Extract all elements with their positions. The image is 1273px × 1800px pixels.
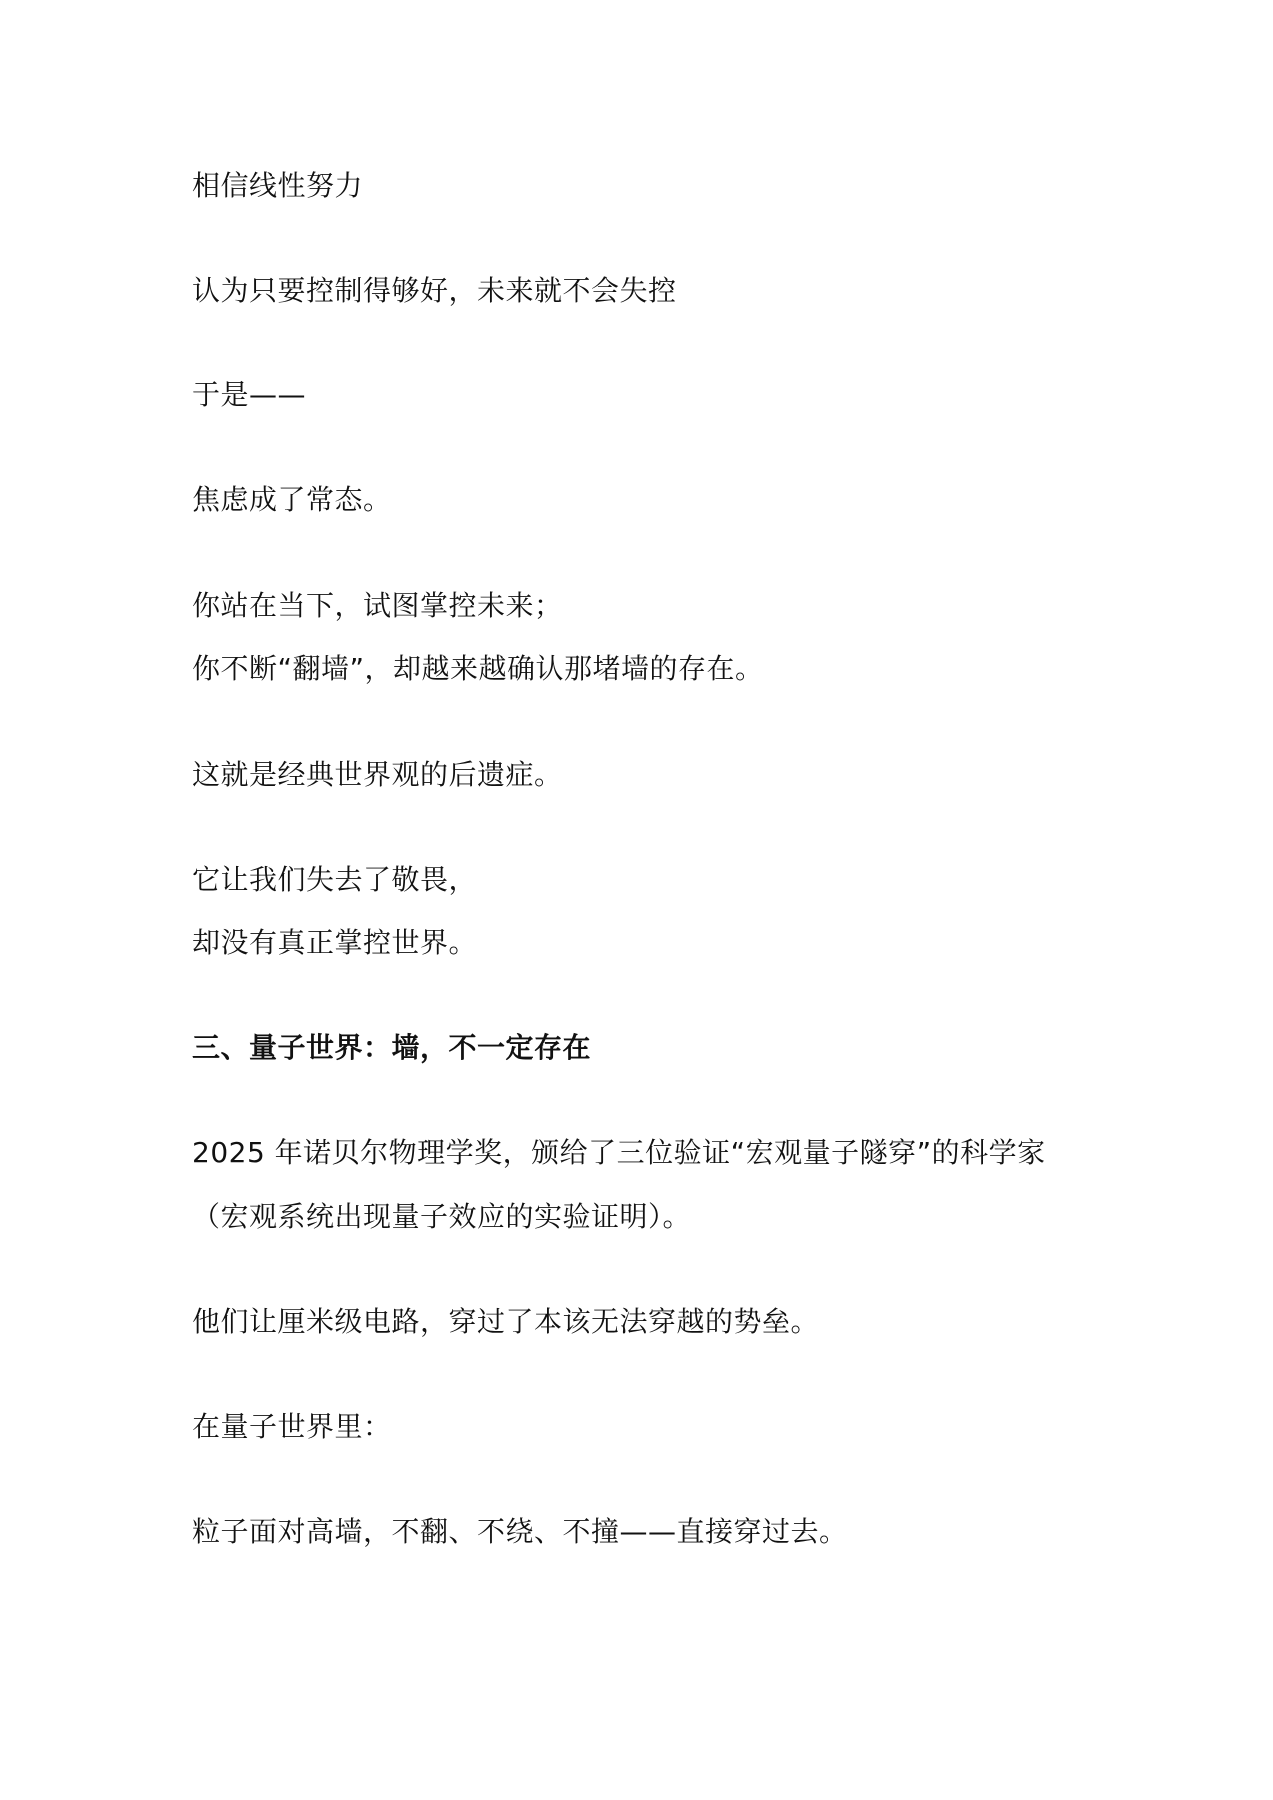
section-heading: 三、量子世界：墙，不一定存在 <box>192 1031 592 1064</box>
paragraph-line: 这就是经典世界观的后遗症。 <box>192 758 563 791</box>
paragraph-line: 认为只要控制得够好，未来就不会失控 <box>192 274 677 307</box>
paragraph-line: 他们让厘米级电路，穿过了本该无法穿越的势垒。 <box>192 1305 820 1338</box>
paragraph-line: 却没有真正掌控世界。 <box>192 926 478 959</box>
paragraph-line: 焦虑成了常态。 <box>192 483 392 516</box>
paragraph-line: 2025 年诺贝尔物理学奖，颁给了三位验证“宏观量子隧穿”的科学家 <box>192 1136 1046 1169</box>
paragraph-line: 你站在当下，试图掌控未来； <box>192 589 563 622</box>
paragraph-line: 它让我们失去了敬畏， <box>192 863 478 896</box>
paragraph-line: 相信线性努力 <box>192 169 364 202</box>
paragraph-line: 你不断“翻墙”，却越来越确认那堵墙的存在。 <box>192 652 764 685</box>
paragraph-line: 于是—— <box>192 378 307 411</box>
paragraph-line: （宏观系统出现量子效应的实验证明）。 <box>192 1200 692 1233</box>
paragraph-line: 粒子面对高墙，不翻、不绕、不撞——直接穿过去。 <box>192 1515 848 1548</box>
paragraph-line: 在量子世界里： <box>192 1410 392 1443</box>
